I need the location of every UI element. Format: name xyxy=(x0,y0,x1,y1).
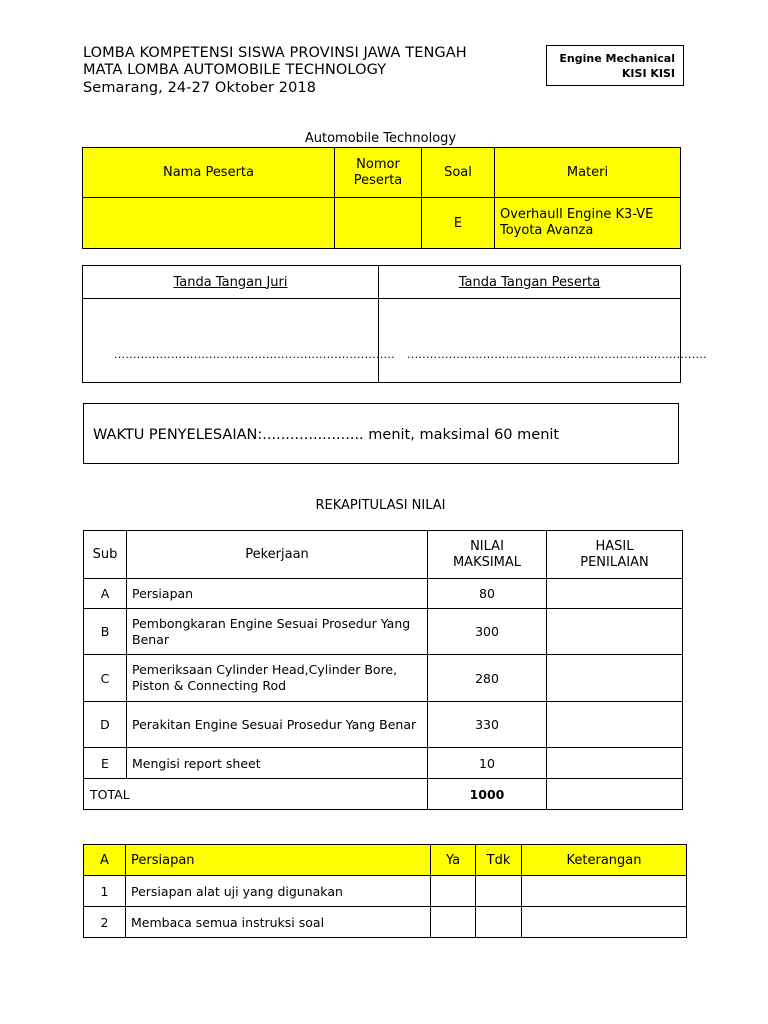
tag-line-1: Engine Mechanical xyxy=(559,52,675,65)
rekap-table xyxy=(83,530,683,810)
item-tdk-checkbox[interactable] xyxy=(476,876,522,907)
row-pekerjaan: Pembongkaran Engine Sesuai Prosedur Yang Benar xyxy=(127,609,428,655)
rekap-header-sub: Sub xyxy=(84,531,127,579)
persiapan-header-tdk: Tdk xyxy=(476,845,522,876)
table-row xyxy=(84,748,683,779)
tag-line-2: KISI KISI xyxy=(621,67,675,80)
row-pekerjaan: Mengisi report sheet xyxy=(127,748,428,779)
peserta-signature-line: ............................................................................... xyxy=(407,348,707,361)
total-value: 1000 xyxy=(428,779,547,810)
rekap-header-pekerjaan: Pekerjaan xyxy=(127,531,428,579)
persiapan-header-keterangan: Keterangan xyxy=(522,845,687,876)
item-keterangan-field[interactable] xyxy=(522,907,687,938)
header-line-2: MATA LOMBA AUTOMOBILE TECHNOLOGY xyxy=(83,62,387,78)
waktu-label: WAKTU PENYELESAIAN: xyxy=(93,427,263,443)
persiapan-checklist-table xyxy=(83,844,687,938)
signature-table xyxy=(82,265,707,383)
total-label: TOTAL xyxy=(84,779,428,810)
waktu-line xyxy=(93,427,559,443)
row-sub: B xyxy=(84,609,127,655)
document-tag-box xyxy=(546,45,684,86)
row-pekerjaan: Pemeriksaan Cylinder Head,Cylinder Bore, Piston & Connecting Rod xyxy=(127,655,428,702)
item-keterangan-field[interactable] xyxy=(522,876,687,907)
persiapan-header-ya: Ya xyxy=(431,845,476,876)
info-title: Automobile Technology xyxy=(304,131,457,146)
item-number: 1 xyxy=(84,876,126,907)
peserta-signature-area[interactable] xyxy=(379,299,707,383)
row-hasil-field[interactable] xyxy=(547,609,683,655)
table-row xyxy=(84,579,683,609)
waktu-suffix: menit, maksimal 60 menit xyxy=(363,427,560,443)
item-ya-checkbox[interactable] xyxy=(431,876,476,907)
item-tdk-checkbox[interactable] xyxy=(476,907,522,938)
row-sub: E xyxy=(84,748,127,779)
item-description: Membaca semua instruksi soal xyxy=(126,907,431,938)
soal-value: E xyxy=(422,198,495,249)
item-ya-checkbox[interactable] xyxy=(431,907,476,938)
persiapan-header-title: Persiapan xyxy=(126,845,431,876)
col-soal: Soal xyxy=(422,148,495,198)
item-number: 2 xyxy=(84,907,126,938)
row-nilai: 10 xyxy=(428,748,547,779)
row-sub: D xyxy=(84,702,127,748)
row-hasil-field[interactable] xyxy=(547,748,683,779)
col-nama-peserta: Nama Peserta xyxy=(83,148,335,198)
juri-signature-area[interactable] xyxy=(83,299,395,383)
rekap-header-hasil: HASIL PENILAIAN xyxy=(547,531,683,579)
total-hasil-field[interactable] xyxy=(547,779,683,810)
waktu-box xyxy=(83,403,679,464)
row-nilai: 280 xyxy=(428,655,547,702)
juri-signature-line: .......................................................................... xyxy=(114,348,395,361)
row-sub: A xyxy=(84,579,127,609)
nama-peserta-field[interactable] xyxy=(83,198,335,249)
tanda-tangan-juri-label: Tanda Tangan Juri xyxy=(83,266,379,299)
table-row xyxy=(84,609,683,655)
row-hasil-field[interactable] xyxy=(547,579,683,609)
nomor-peserta-field[interactable] xyxy=(335,198,422,249)
table-row xyxy=(84,876,687,907)
row-hasil-field[interactable] xyxy=(547,702,683,748)
row-pekerjaan: Perakitan Engine Sesuai Prosedur Yang Benar xyxy=(127,702,428,748)
row-nilai: 300 xyxy=(428,609,547,655)
persiapan-header-code: A xyxy=(84,845,126,876)
waktu-dots[interactable]: ...................... xyxy=(262,427,364,443)
rekap-title: REKAPITULASI NILAI xyxy=(315,498,446,513)
col-nomor-peserta: Nomor Peserta xyxy=(335,148,422,198)
materi-value: Overhaull Engine K3-VE Toyota Avanza xyxy=(495,198,681,249)
item-description: Persiapan alat uji yang digunakan xyxy=(126,876,431,907)
table-row xyxy=(84,907,687,938)
participant-info-table xyxy=(82,147,681,249)
header-line-1: LOMBA KOMPETENSI SISWA PROVINSI JAWA TENGAH xyxy=(83,45,467,61)
row-nilai: 80 xyxy=(428,579,547,609)
header-line-3: Semarang, 24-27 Oktober 2018 xyxy=(83,80,317,96)
row-sub: C xyxy=(84,655,127,702)
tanda-tangan-peserta-label: Tanda Tangan Peserta xyxy=(379,266,681,299)
table-row xyxy=(84,655,683,702)
row-pekerjaan: Persiapan xyxy=(127,579,428,609)
rekap-header-nilai: NILAI MAKSIMAL xyxy=(428,531,547,579)
col-materi: Materi xyxy=(495,148,681,198)
table-row xyxy=(84,702,683,748)
row-hasil-field[interactable] xyxy=(547,655,683,702)
total-row xyxy=(84,779,683,810)
row-nilai: 330 xyxy=(428,702,547,748)
